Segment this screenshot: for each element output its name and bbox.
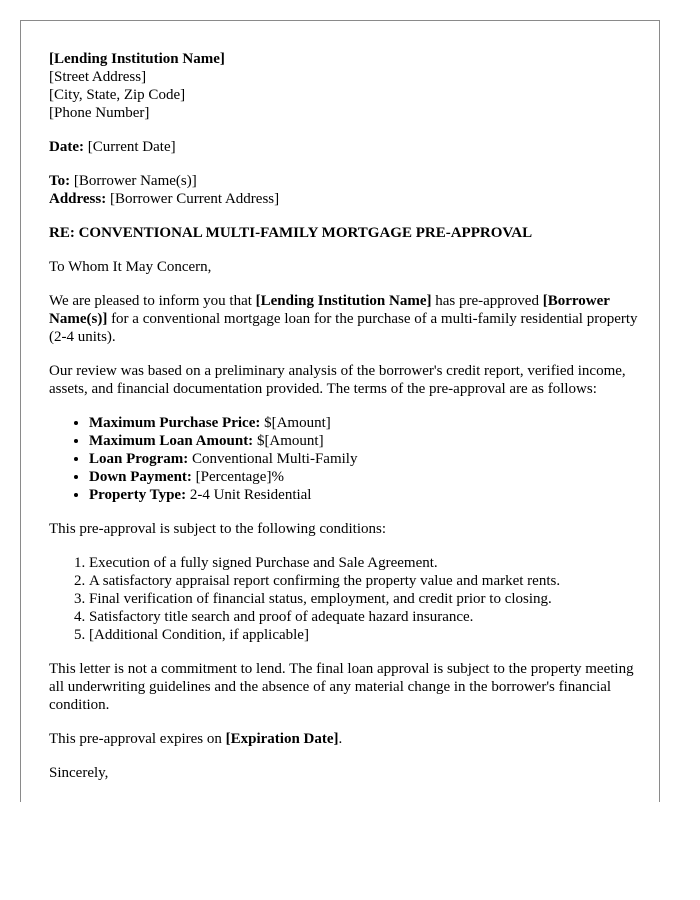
term-item: • Down Payment: [Percentage]%	[89, 468, 639, 486]
condition-item: 4. Satisfactory title search and proof of adequate hazard insurance.	[89, 608, 639, 626]
subject-line: RE: CONVENTIONAL MULTI-FAMILY MORTGAGE PRE-APPROVAL	[49, 225, 533, 241]
condition-item: 1. Execution of a fully signed Purchase and Sale Agreement.	[89, 554, 639, 572]
letterhead	[49, 50, 639, 122]
recipient-block	[49, 172, 639, 208]
term-item: • Maximum Loan Amount: $[Amount]	[89, 432, 639, 450]
address-value: [Borrower Current Address]	[109, 191, 280, 207]
date-label: Date:	[49, 139, 84, 155]
salutation: To Whom It May Concern,	[49, 259, 212, 275]
city-state-zip: [City, State, Zip Code]	[49, 87, 186, 103]
letter-content	[49, 50, 639, 798]
institution-name: [Lending Institution Name]	[49, 51, 225, 67]
conditions-list	[49, 554, 639, 644]
condition-item: 2. A satisfactory appraisal report confirming the property value and market rents.	[89, 572, 639, 590]
review-paragraph: Our review was based on a preliminary analysis of the borrower's credit report, verified income, assets, and financial documentation provided. The terms of the pre-approval are as follows:	[49, 363, 626, 397]
expiration-date: [Expiration Date]	[225, 731, 339, 747]
letter-page	[20, 20, 660, 802]
date-line	[49, 138, 639, 156]
disclaimer-paragraph: This letter is not a commitment to lend. The final loan approval is subject to the property meeting all underwriting guidelines and the absence of any material change in the borrower's financial condition.	[49, 661, 634, 713]
term-item: • Property Type: 2-4 Unit Residential	[89, 486, 639, 504]
intro-paragraph: We are pleased to inform you that [Lending Institution Name] has pre-approved [Borrower Name(s)] for a conventional mortgage loan for the purchase of a multi-family residential property (2-4 units).	[49, 293, 638, 345]
address-line	[49, 190, 639, 208]
address-label: Address:	[49, 191, 107, 207]
term-item: • Loan Program: Conventional Multi-Family	[89, 450, 639, 468]
to-label: To:	[49, 173, 71, 189]
to-line	[49, 172, 639, 190]
closing: Sincerely,	[49, 765, 109, 781]
conditions-intro: This pre-approval is subject to the following conditions:	[49, 521, 387, 537]
street-address: [Street Address]	[49, 69, 147, 85]
terms-list	[49, 414, 639, 504]
to-value: [Borrower Name(s)]	[73, 173, 197, 189]
condition-item: 5. [Additional Condition, if applicable]	[89, 626, 639, 644]
expiration-line: This pre-approval expires on [Expiration Date].	[49, 731, 343, 747]
term-item: • Maximum Purchase Price: $[Amount]	[89, 414, 639, 432]
phone-number: [Phone Number]	[49, 105, 150, 121]
date-value: [Current Date]	[87, 139, 176, 155]
condition-item: 3. Final verification of financial status, employment, and credit prior to closing.	[89, 590, 639, 608]
